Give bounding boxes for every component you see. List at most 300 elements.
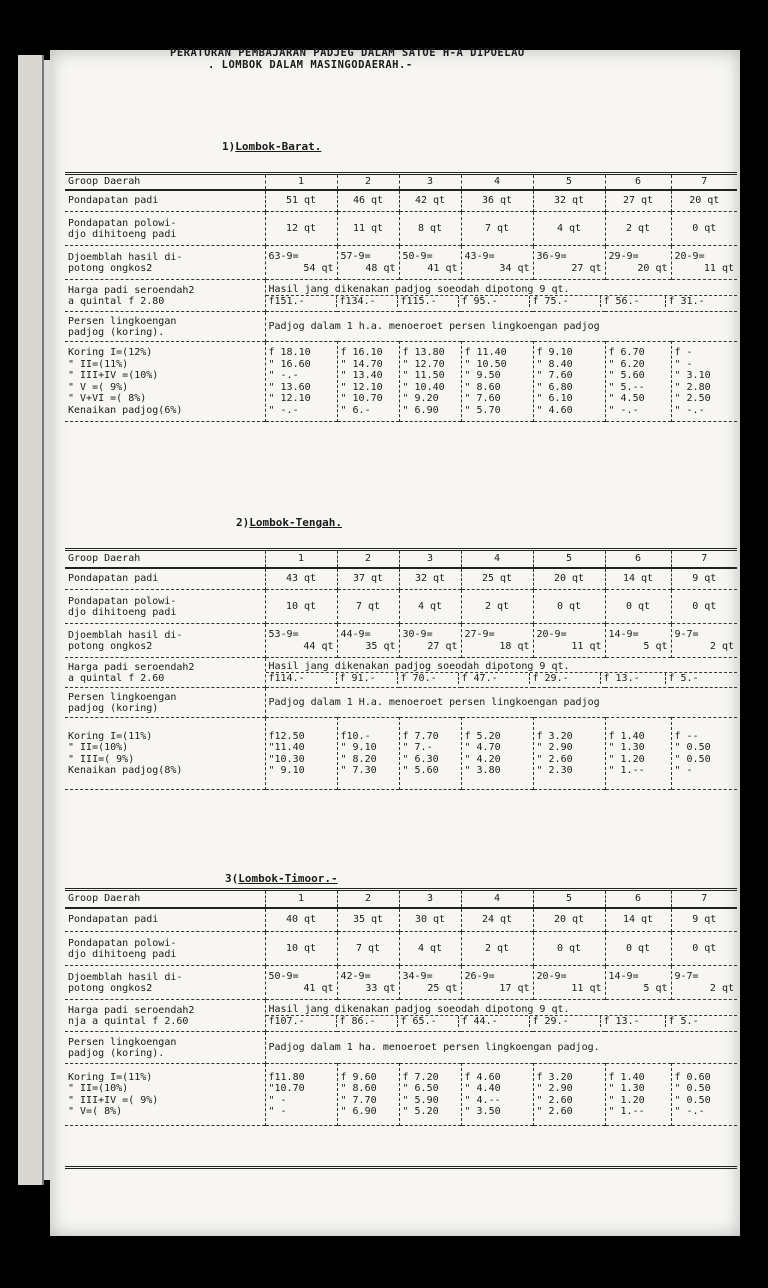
koring-value: "10.30 xyxy=(268,753,305,765)
cell-line: 53-9= xyxy=(268,628,299,640)
section-number: 3( xyxy=(225,872,239,885)
koring-value: f 9.10 xyxy=(536,347,573,358)
koring-value: " 0.50 xyxy=(674,1094,711,1106)
harga-value: f 91.- xyxy=(337,673,398,684)
table-cell: 4 qt xyxy=(399,932,461,966)
row-label-line: nja a quintal f 2.60 xyxy=(68,1015,189,1027)
table-cell: 2 xyxy=(337,890,399,908)
koring-column xyxy=(671,342,737,422)
koring-column xyxy=(337,718,399,790)
cell-line: 50-9= xyxy=(268,970,299,982)
row-label-line: Djoemblah hasil di- xyxy=(68,251,183,263)
row-label xyxy=(65,1032,265,1064)
section-heading-1 xyxy=(222,140,321,153)
cell-line: 9-7= xyxy=(674,628,699,640)
koring-value: " 7.- xyxy=(402,742,433,753)
table-cell: 0 qt xyxy=(533,932,605,966)
cell-line: 34-9= xyxy=(402,970,433,982)
harga-values xyxy=(266,295,738,307)
persen-note: Padjog dalam 1 H.a. menoeroet persen lingkoengan padjog xyxy=(268,697,600,708)
title-line-2: . LOMBOK DALAM MASINGODAERAH.- xyxy=(208,59,413,71)
cell-line: 27-9= xyxy=(464,628,495,640)
koring-value: f - xyxy=(674,347,693,358)
row-label-line: Pondapatan polowi- xyxy=(68,937,177,949)
harga-note: Hasil jang dikenakan padjog soeodah dipotong 9 qt. xyxy=(268,284,570,295)
persen-row xyxy=(65,688,737,718)
cell-line: 54 qt xyxy=(303,262,334,274)
table-cell xyxy=(671,624,737,658)
koring-value: " 6.90 xyxy=(340,1106,377,1117)
koring-value: " -.- xyxy=(268,404,299,416)
koring-value: f 3.20 xyxy=(536,730,573,742)
section-number: 2) xyxy=(236,516,250,529)
row-label-line: a quintal f 2.60 xyxy=(68,672,165,684)
row-label-line: Harga padi seroendah2 xyxy=(68,661,195,673)
koring-value: " 7.30 xyxy=(340,765,377,776)
koring-value: " 11.50 xyxy=(402,370,445,381)
koring-value: f 1.40 xyxy=(608,1071,645,1083)
koring-value: f 1.40 xyxy=(608,730,645,742)
polowidjo-row xyxy=(65,932,737,966)
table-cell: 9 qt xyxy=(692,914,717,926)
page-binding-edge xyxy=(18,55,44,1185)
koring-column xyxy=(399,718,461,790)
koring-value: " 8.60 xyxy=(464,381,501,393)
koring-labels xyxy=(65,718,265,790)
row-label xyxy=(65,246,265,280)
cell-line: 2 qt xyxy=(709,982,734,994)
row-label-line: Djoemblah hasil di- xyxy=(68,629,183,641)
koring-value: " 13.60 xyxy=(268,381,311,393)
harga-value: f 5.- xyxy=(668,673,699,684)
koring-value: " 12.70 xyxy=(402,358,445,370)
harga-value: f 13.- xyxy=(601,673,666,684)
koring-value: f 9.60 xyxy=(340,1071,377,1083)
koring-value: " 7.70 xyxy=(340,1094,377,1106)
cell-line: 44-9= xyxy=(340,628,371,640)
table-cell xyxy=(265,966,337,1000)
harga-value: f 31.- xyxy=(668,296,705,307)
harga-value: f 47.- xyxy=(459,673,530,684)
pendapatan-row xyxy=(65,190,737,212)
koring-value: " - xyxy=(268,1106,287,1117)
cell-line: 41 qt xyxy=(427,262,458,274)
koring-value: f 7.20 xyxy=(402,1071,439,1083)
harga-value: f 65.- xyxy=(398,1016,459,1027)
row-label: Groop Daerah xyxy=(65,174,265,190)
koring-value: " 1.20 xyxy=(608,1094,645,1106)
koring-value: " 4.60 xyxy=(536,404,573,416)
table-cell: 36 qt xyxy=(461,190,533,212)
table-cell: 7 xyxy=(701,893,708,905)
table-cell: 0 qt xyxy=(605,590,671,624)
koring-value: f11.80 xyxy=(268,1071,305,1083)
table-cell: 7 xyxy=(701,176,708,188)
koring-value: " 12.10 xyxy=(340,381,383,393)
koring-value: " 1.20 xyxy=(608,753,645,765)
koring-column xyxy=(605,718,671,790)
koring-value: " 7.60 xyxy=(464,393,501,404)
cell-line: 27 qt xyxy=(427,640,458,652)
table-cell: 6 xyxy=(605,174,671,190)
table-cell: 0 qt xyxy=(605,932,671,966)
table-cell: 2 xyxy=(337,550,399,568)
cell-line: 11 qt xyxy=(703,262,734,274)
koring-label: Kenaikan padjog(6%) xyxy=(68,404,183,416)
cell-line: 44 qt xyxy=(303,640,334,652)
cell-line: 14-9= xyxy=(608,628,639,640)
koring-value: " 6.20 xyxy=(608,358,645,370)
koring-value: " 4.-- xyxy=(464,1094,501,1106)
koring-label: " III+IV =(10%) xyxy=(68,370,159,381)
table-cell xyxy=(399,624,461,658)
table-cell xyxy=(337,966,399,1000)
koring-column xyxy=(671,1064,737,1126)
koring-value: " 2.90 xyxy=(536,1083,573,1094)
koring-value: " 10.50 xyxy=(464,358,507,370)
cell-line: 50-9= xyxy=(402,250,433,262)
koring-value: " 14.70 xyxy=(340,358,383,370)
harga-value: f 44.- xyxy=(459,1016,530,1027)
table-cell: 4 xyxy=(461,174,533,190)
harga-row xyxy=(65,658,737,688)
harga-values xyxy=(266,672,738,684)
end-rule xyxy=(65,1166,737,1169)
table-cell: 20 qt xyxy=(689,195,720,207)
table-cell: 30 qt xyxy=(399,908,461,932)
row-label-line: Pondapatan polowi- xyxy=(68,217,177,229)
koring-label: " V+VI =( 8%) xyxy=(68,393,147,404)
koring-value: " 6.50 xyxy=(402,1083,439,1094)
koring-labels xyxy=(65,1064,265,1126)
harga-value: f114.- xyxy=(266,673,337,684)
koring-column xyxy=(265,718,337,790)
koring-value: " 10.70 xyxy=(340,393,383,404)
cell-line: 9-7= xyxy=(674,970,699,982)
tax-table-1 xyxy=(65,172,737,422)
row-label xyxy=(65,966,265,1000)
table-cell: 3 xyxy=(399,174,461,190)
koring-value: f 18.10 xyxy=(268,347,311,358)
row-label-line: potong ongkos2 xyxy=(68,640,153,652)
koring-value: " 1.-- xyxy=(608,1106,645,1117)
row-label xyxy=(65,312,265,342)
cell-line: 57-9= xyxy=(340,250,371,262)
koring-value: " 12.10 xyxy=(268,393,311,404)
table-cell: 0 qt xyxy=(692,223,717,234)
harga-value: f107.- xyxy=(266,1016,337,1027)
title-line-1: PERATORAN PEMBAJARAN PADJEG DALAM SATOE H-A DIPOELAU xyxy=(170,47,525,59)
table-cell: 1 xyxy=(265,174,337,190)
table-cell: 6 xyxy=(605,890,671,908)
koring-value: " 6.- xyxy=(340,404,371,416)
table-cell: 2 xyxy=(337,174,399,190)
koring-value: f 6.70 xyxy=(608,347,645,358)
koring-value: " 2.60 xyxy=(536,1094,573,1106)
koring-value: " 2.60 xyxy=(536,753,573,765)
row-label-line: Harga padi seroendah2 xyxy=(68,1004,195,1016)
table-cell: 51 qt xyxy=(265,190,337,212)
row-label xyxy=(65,658,265,688)
koring-value: " 9.10 xyxy=(340,742,377,753)
cell-line: 48 qt xyxy=(365,262,396,274)
table-cell xyxy=(461,246,533,280)
row-label-line: Persen lingkoengan xyxy=(68,1036,177,1048)
koring-value: " 5.60 xyxy=(402,765,439,776)
table-cell xyxy=(671,246,737,280)
table-cell: 37 qt xyxy=(337,568,399,590)
row-label-line: padjog (koring) xyxy=(68,702,159,714)
table-cell: 32 qt xyxy=(533,190,605,212)
table-cell: 2 qt xyxy=(461,932,533,966)
koring-value: " - xyxy=(674,765,693,776)
row-label xyxy=(65,1000,265,1032)
row-label-line: djo dihitoeng padi xyxy=(68,606,177,618)
koring-value: " 0.50 xyxy=(674,1083,711,1094)
table-cell: 7 qt xyxy=(337,932,399,966)
djoemlah-row xyxy=(65,966,737,1000)
harga-value: f 29.- xyxy=(530,1016,601,1027)
koring-column xyxy=(533,718,605,790)
polowidjo-row xyxy=(65,212,737,246)
koring-label: " II=(10%) xyxy=(68,742,129,753)
table-cell: 9 qt xyxy=(692,573,717,585)
koring-value: " 5.90 xyxy=(402,1094,439,1106)
table-cell: 4 qt xyxy=(399,590,461,624)
koring-value: " 1.30 xyxy=(608,1083,645,1094)
groep-row xyxy=(65,890,737,908)
koring-label: " III+IV =( 9%) xyxy=(68,1094,159,1106)
koring-column xyxy=(605,1064,671,1126)
harga-cell xyxy=(265,658,737,688)
cell-line: 42-9= xyxy=(340,970,371,982)
row-label xyxy=(65,590,265,624)
cell-line: 26-9= xyxy=(464,970,495,982)
koring-value: " 5.60 xyxy=(608,370,645,381)
table-cell: 24 qt xyxy=(461,908,533,932)
row-label-line: djo dihitoeng padi xyxy=(68,228,177,240)
koring-value: " 0.50 xyxy=(674,753,711,765)
row-label-line: potong ongkos2 xyxy=(68,982,153,994)
koring-value: " 3.10 xyxy=(674,370,711,381)
koring-column xyxy=(671,718,737,790)
cell-line: 2 qt xyxy=(709,640,734,652)
koring-value: f -- xyxy=(674,730,699,742)
koring-value: " - xyxy=(268,1094,287,1106)
koring-value: " 5.20 xyxy=(402,1106,439,1117)
table-cell: 0 qt xyxy=(533,590,605,624)
koring-value: f 0.60 xyxy=(674,1071,711,1083)
cell-line: 33 qt xyxy=(365,982,396,994)
row-label-line: potong ongkos2 xyxy=(68,262,153,274)
table-cell: 5 xyxy=(533,890,605,908)
tax-table-3 xyxy=(65,888,737,1126)
cell-line: 25 qt xyxy=(427,982,458,994)
harga-value: f 13.- xyxy=(601,1016,666,1027)
koring-column xyxy=(461,1064,533,1126)
groep-row xyxy=(65,174,737,190)
koring-label: Koring I=(11%) xyxy=(68,730,153,742)
harga-row xyxy=(65,280,737,312)
koring-value: " -.- xyxy=(674,1106,705,1117)
koring-value: f 3.20 xyxy=(536,1071,573,1083)
cell-line: 18 qt xyxy=(499,640,530,652)
koring-value: " 4.70 xyxy=(464,742,501,753)
cell-line: 29-9= xyxy=(608,250,639,262)
table-cell xyxy=(399,966,461,1000)
koring-column xyxy=(399,342,461,422)
table-cell: 7 qt xyxy=(337,590,399,624)
table-cell xyxy=(605,624,671,658)
section-title: Lombok-Tengah. xyxy=(249,516,342,529)
table-cell: 25 qt xyxy=(461,568,533,590)
koring-value: " 1.30 xyxy=(608,742,645,753)
table-cell xyxy=(337,624,399,658)
row-label: Groop Daerah xyxy=(65,890,265,908)
row-label: Groop Daerah xyxy=(65,550,265,568)
row-label-line: Persen lingkoengan xyxy=(68,315,177,327)
section-heading-3 xyxy=(225,872,338,885)
koring-value: " 3.80 xyxy=(464,765,501,776)
table-cell xyxy=(605,966,671,1000)
koring-row xyxy=(65,342,737,422)
koring-value: f12.50 xyxy=(268,730,305,742)
koring-value: " 5.-- xyxy=(608,381,645,393)
djoemlah-row xyxy=(65,624,737,658)
harga-value: f115.- xyxy=(398,296,459,307)
row-label: Pondapatan padi xyxy=(65,908,265,932)
cell-line: 34 qt xyxy=(499,262,530,274)
harga-note: Hasil jang dikenakan padjog soeodah dipotong 9 qt. xyxy=(268,661,570,672)
harga-cell xyxy=(265,280,737,312)
table-cell: 35 qt xyxy=(337,908,399,932)
koring-value: " 13.40 xyxy=(340,370,383,381)
koring-value: " -.- xyxy=(674,404,705,416)
koring-column xyxy=(337,1064,399,1126)
koring-value: " 6.10 xyxy=(536,393,573,404)
groep-row xyxy=(65,550,737,568)
harga-value: f 95.- xyxy=(459,296,530,307)
persen-note: Padjog dalam 1 ha. menoeroet persen lingkoengan padjog. xyxy=(268,1042,600,1053)
koring-value: " - xyxy=(674,358,693,370)
koring-label: Kenaikan padjog(8%) xyxy=(68,765,183,776)
cell-line: 5 qt xyxy=(643,982,668,994)
row-label: Pondapatan padi xyxy=(65,568,265,590)
koring-value: "10.70 xyxy=(268,1083,305,1094)
koring-value: f10.- xyxy=(340,730,371,742)
koring-value: f 7.70 xyxy=(402,730,439,742)
table-cell: 14 qt xyxy=(605,568,671,590)
row-label-line: djo dihitoeng padi xyxy=(68,948,177,960)
harga-values xyxy=(266,1015,738,1027)
table-cell xyxy=(671,966,737,1000)
table-cell: 6 xyxy=(605,550,671,568)
table-cell: 4 xyxy=(461,890,533,908)
polowidjo-row xyxy=(65,590,737,624)
koring-column xyxy=(265,342,337,422)
row-label-line: Djoemblah hasil di- xyxy=(68,971,183,983)
koring-value: " 2.50 xyxy=(674,393,711,404)
table-cell: 1 xyxy=(265,890,337,908)
koring-value: " 5.70 xyxy=(464,404,501,416)
cell-line: 20-9= xyxy=(674,250,705,262)
table-cell: 43 qt xyxy=(265,568,337,590)
row-label-line: a quintal f 2.80 xyxy=(68,295,165,307)
koring-value: " -.- xyxy=(608,404,639,416)
koring-value: " 10.40 xyxy=(402,381,445,393)
table-cell xyxy=(461,624,533,658)
koring-column xyxy=(533,342,605,422)
cell-line: 5 qt xyxy=(643,640,668,652)
harga-value: f 56.- xyxy=(601,296,666,307)
cell-line: 17 qt xyxy=(499,982,530,994)
koring-value: " 8.60 xyxy=(340,1083,377,1094)
table-cell: 3 xyxy=(399,550,461,568)
table-cell: 12 qt xyxy=(265,212,337,246)
cell-line: 35 qt xyxy=(365,640,396,652)
persen-row xyxy=(65,312,737,342)
koring-value: " 1.-- xyxy=(608,765,645,776)
koring-value: f 4.60 xyxy=(464,1071,501,1083)
row-label xyxy=(65,932,265,966)
koring-value: f 13.80 xyxy=(402,347,445,358)
cell-line: 20-9= xyxy=(536,628,567,640)
koring-value: f 11.40 xyxy=(464,347,507,358)
harga-row xyxy=(65,1000,737,1032)
koring-column xyxy=(265,1064,337,1126)
djoemlah-row xyxy=(65,246,737,280)
row-label-line: Harga padi seroendah2 xyxy=(68,284,195,296)
cell-line: 14-9= xyxy=(608,970,639,982)
table-cell: 11 qt xyxy=(337,212,399,246)
koring-value: " -.- xyxy=(268,370,299,381)
cell-line: 20 qt xyxy=(637,262,668,274)
cell-line: 20-9= xyxy=(536,970,567,982)
koring-value: " 6.90 xyxy=(402,404,439,416)
row-label xyxy=(65,688,265,718)
table-cell: 10 qt xyxy=(265,932,337,966)
koring-column xyxy=(533,1064,605,1126)
harga-value: f 70.- xyxy=(398,673,459,684)
harga-cell xyxy=(265,1000,737,1032)
koring-column xyxy=(461,342,533,422)
table-cell: 4 qt xyxy=(533,212,605,246)
koring-column xyxy=(461,718,533,790)
koring-value: " 6.80 xyxy=(536,381,573,393)
table-cell: 1 xyxy=(265,550,337,568)
harga-value: f151.- xyxy=(266,296,337,307)
table-cell: 27 qt xyxy=(605,190,671,212)
document-title xyxy=(170,47,525,71)
koring-row xyxy=(65,1064,737,1126)
harga-value: f 29.- xyxy=(530,673,601,684)
koring-value: " 2.60 xyxy=(536,1106,573,1117)
table-cell: 14 qt xyxy=(605,908,671,932)
cell-line: 11 qt xyxy=(571,640,602,652)
section-title: Lombok-Timoor.- xyxy=(238,872,338,885)
cell-line: 11 qt xyxy=(571,982,602,994)
koring-column xyxy=(337,342,399,422)
harga-value: f 75.- xyxy=(530,296,601,307)
table-cell xyxy=(533,246,605,280)
koring-label: " V=( 8%) xyxy=(68,1106,123,1117)
table-cell: 7 xyxy=(701,553,708,565)
koring-value: " 9.50 xyxy=(464,370,501,381)
table-cell: 5 xyxy=(533,550,605,568)
section-number: 1) xyxy=(222,140,236,153)
harga-value: f 5.- xyxy=(668,1016,699,1027)
koring-label: Koring I=(11%) xyxy=(68,1071,153,1083)
